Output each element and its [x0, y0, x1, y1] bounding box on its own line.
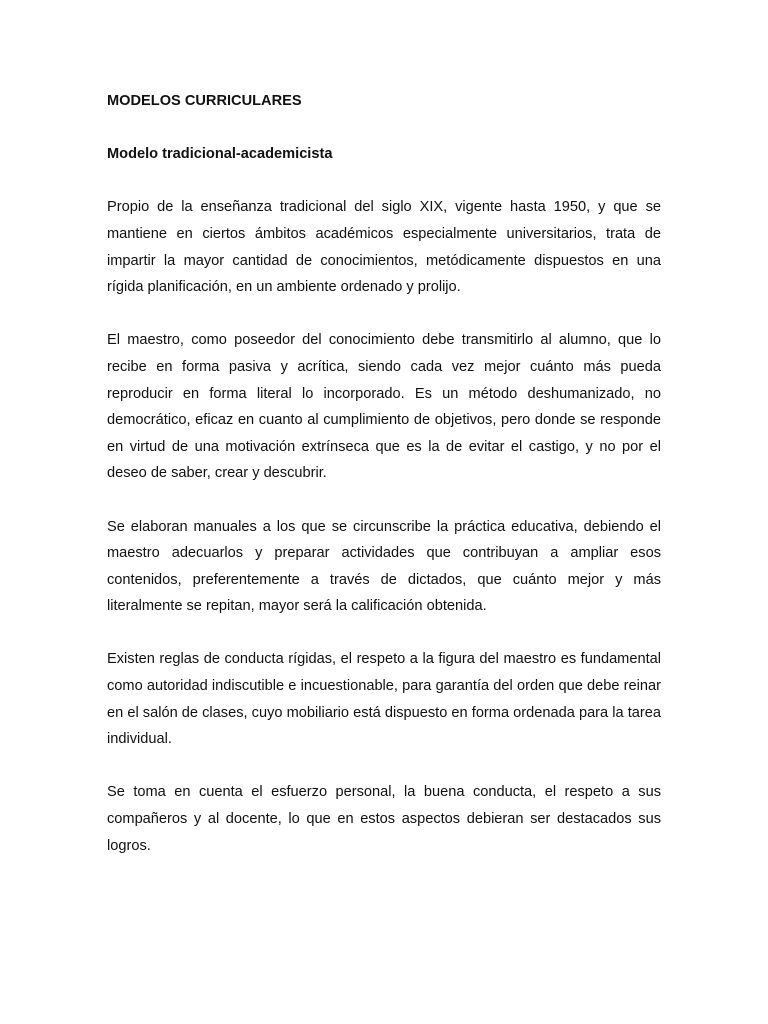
- paragraph-3: Se elaboran manuales a los que se circunscribe la práctica educativa, debiendo el maestro adecuarlos y preparar actividades que contribuyan a ampliar esos contenidos, preferentemente a través de dictados, que cuánto mejor y más literalmente se repitan, mayor será la calificación obtenida.: [107, 518, 661, 615]
- paragraph-4: Existen reglas de conducta rígidas, el respeto a la figura del maestro es fundamental como autoridad indiscutible e incuestionable, para garantía del orden que debe reinar en el salón de clases, cuyo mobiliario está dispuesto en forma ordenada para la tarea individual.: [107, 651, 661, 748]
- paragraph-2: El maestro, como poseedor del conocimiento debe transmitirlo al alumno, que lo recibe en forma pasiva y acrítica, siendo cada vez mejor cuánto más pueda reproducir en forma literal lo incorporado. Es un método deshumanizado, no democrático, eficaz en cuanto al cumplimiento de objetivos, pero donde se responde en virtud de una motivación extrínseca que es la de evitar el castigo, y no por el deseo de saber, crear y descubrir.: [107, 332, 661, 482]
- document-body: [107, 88, 661, 886]
- document-title: MODELOS CURRICULARES: [107, 93, 302, 109]
- section-title: Modelo tradicional-academicista: [107, 146, 333, 163]
- paragraph-1: Propio de la enseñanza tradicional del siglo XIX, vigente hasta 1950, y que se mantiene en ciertos ámbitos académicos especialmente universitarios, trata de impartir la mayor cantidad de conocimientos, metódicamente dispuestos en una rígida planificación, en un ambiente ordenado y prolijo.: [107, 199, 661, 296]
- paragraph-5: Se toma en cuenta el esfuerzo personal, la buena conducta, el respeto a sus compañeros y al docente, lo que en estos aspectos debieran ser destacados sus logros.: [107, 784, 661, 854]
